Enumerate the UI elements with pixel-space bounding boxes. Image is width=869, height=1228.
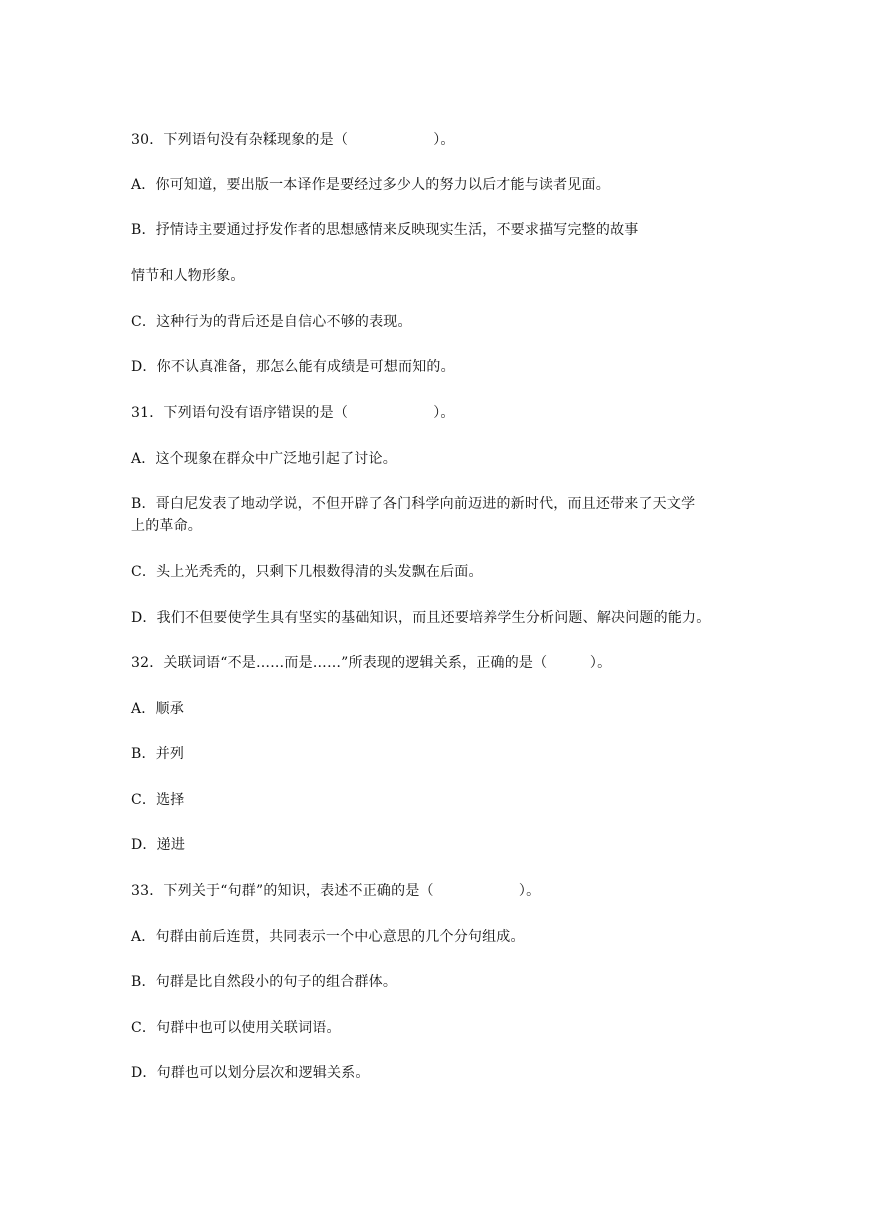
question-32-option-c: C．选择 [131, 792, 185, 808]
question-33-option-d: D．句群也可以划分层次和逻辑关系。 [131, 1065, 370, 1081]
question-30-option-c: C．这种行为的背后还是自信心不够的表现。 [131, 314, 412, 330]
question-33-option-c: C．句群中也可以使用关联词语。 [131, 1020, 341, 1036]
question-31-option-b-continued: 上的革命。 [131, 518, 202, 534]
question-33-stem: 33．下列关于“句群”的知识，表述不正确的是（ ）。 [131, 883, 541, 899]
question-31-stem: 31．下列语句没有语序错误的是（ ）。 [131, 405, 455, 421]
question-32-option-d: D．递进 [131, 837, 186, 853]
question-31-option-c: C．头上光秃秃的，只剩下几根数得清的头发飘在后面。 [131, 564, 483, 580]
question-30-option-b: B．抒情诗主要通过抒发作者的思想感情来反映现实生活，不要求描写完整的故事 [131, 222, 639, 238]
question-32-option-a: A．顺承 [131, 701, 184, 717]
question-32-option-b: B．并列 [131, 746, 185, 762]
question-31-option-d: D．我们不但要使学生具有坚实的基础知识，而且还要培养学生分析问题、解决问题的能力。 [131, 610, 711, 626]
question-30-option-a: A．你可知道，要出版一本译作是要经过多少人的努力以后才能与读者见面。 [131, 177, 610, 193]
question-30-option-b-continued: 情节和人物形象。 [131, 268, 245, 284]
question-33-option-a: A．句群由前后连贯，共同表示一个中心意思的几个分句组成。 [131, 929, 525, 945]
question-30-stem: 30．下列语句没有杂糅现象的是（ ）。 [131, 132, 455, 148]
question-33-option-b: B．句群是比自然段小的句子的组合群体。 [131, 974, 398, 990]
question-32-stem: 32．关联词语“不是……而是……”所表现的逻辑关系，正确的是（ ）。 [131, 655, 612, 671]
question-31-option-b: B．哥白尼发表了地动学说，不但开辟了各门科学向前迈进的新时代，而且还带来了天文学 [131, 496, 696, 512]
question-30-option-d: D．你不认真准备，那怎么能有成绩是可想而知的。 [131, 359, 455, 375]
question-31-option-a: A．这个现象在群众中广泛地引起了讨论。 [131, 451, 397, 467]
